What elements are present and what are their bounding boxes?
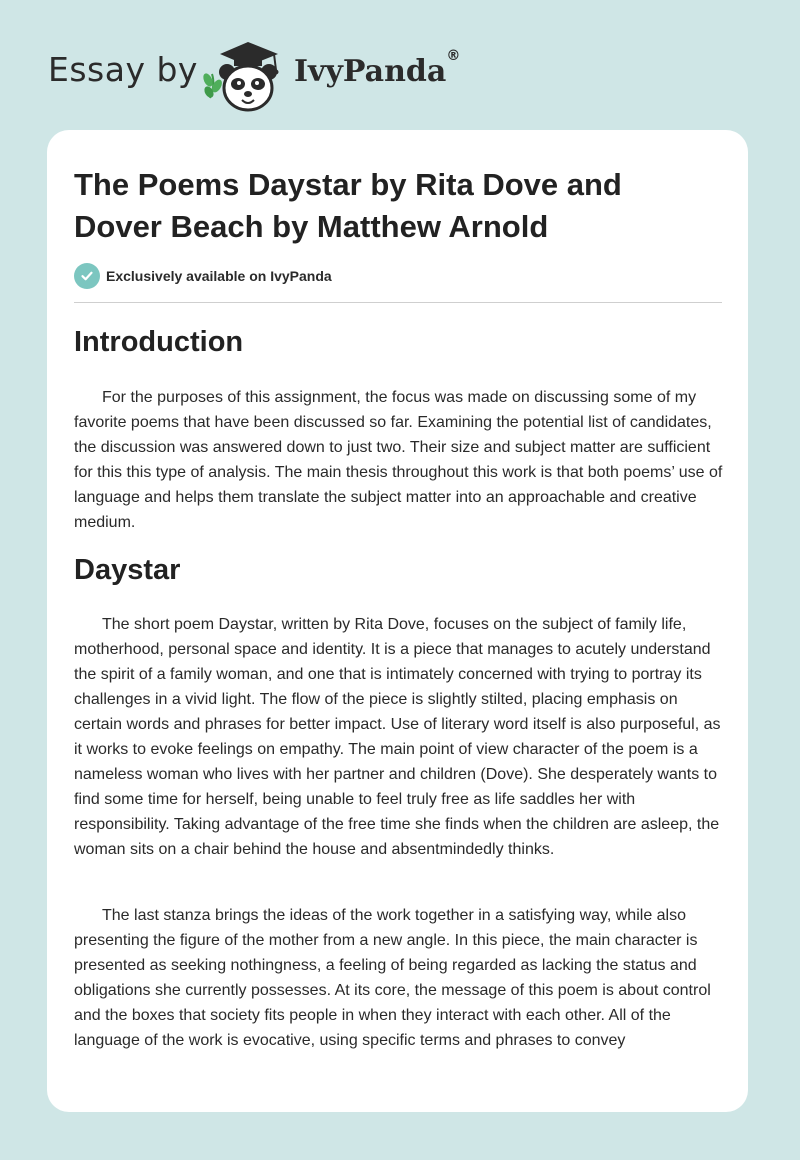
- brand-name[interactable]: [294, 48, 461, 89]
- exclusive-label: Exclusively available on IvyPanda: [106, 268, 332, 284]
- exclusive-badge: [74, 263, 332, 289]
- essay-card: [47, 130, 748, 1112]
- brand-text: IvyPanda: [294, 54, 447, 89]
- divider: [74, 302, 722, 303]
- registered-mark: ®: [446, 48, 461, 64]
- page-title: The Poems Daystar by Rita Dove and Dover Beach by Matthew Arnold: [74, 167, 622, 244]
- panda-logo-icon[interactable]: [200, 36, 290, 116]
- section-heading-introduction: Introduction: [74, 326, 244, 358]
- essay-by-text: Essay by: [48, 50, 198, 89]
- paragraph-daystar-2: The last stanza brings the ideas of the work together in a satisfying way, while also presenting the figure of the mother from a new angle. In this piece, the main character is presented as seeking nothingness, a feeling of being regarded as lacking the status and obligations she currently possesses. At its core, the message of this poem is about control and the boxes that society fits people in when they interact with each other. All of the language of the work is evocative, using specific terms and phrases to convey: [74, 907, 711, 1049]
- check-icon: [74, 263, 100, 289]
- site-header: [48, 30, 548, 110]
- paragraph-introduction-1: For the purposes of this assignment, the focus was made on discussing some of my favorite poems that have been discussed so far. Examining the potential list of candidates, the discussion was answered down to just two. Their size and subject matter are sufficient for this this type of analysis. The main thesis throughout this work is that both poems’ use of language and helps them translate the subject matter into an approachable and creative medium.: [74, 389, 723, 531]
- section-heading-daystar: Daystar: [74, 554, 181, 586]
- paragraph-daystar-1: The short poem Daystar, written by Rita Dove, focuses on the subject of family life, motherhood, personal space and identity. It is a piece that manages to acutely understand the spirit of a family woman, and one that is intimately concerned with trying to portray its challenges in a vivid light. The flow of the piece is slightly stilted, placing emphasis on certain words and phrases for better impact. Use of literary word itself is also purposeful, as it works to evoke feelings on empathy. The main point of view character of the poem is a nameless woman who lives with her partner and children (Dove). She desperately wants to find some time for herself, being unable to feel truly free as life saddles her with responsibility. Taking advantage of the free time she finds when the children are asleep, the woman sits on a chair behind the house and absentmindedly thinks.: [74, 616, 721, 858]
